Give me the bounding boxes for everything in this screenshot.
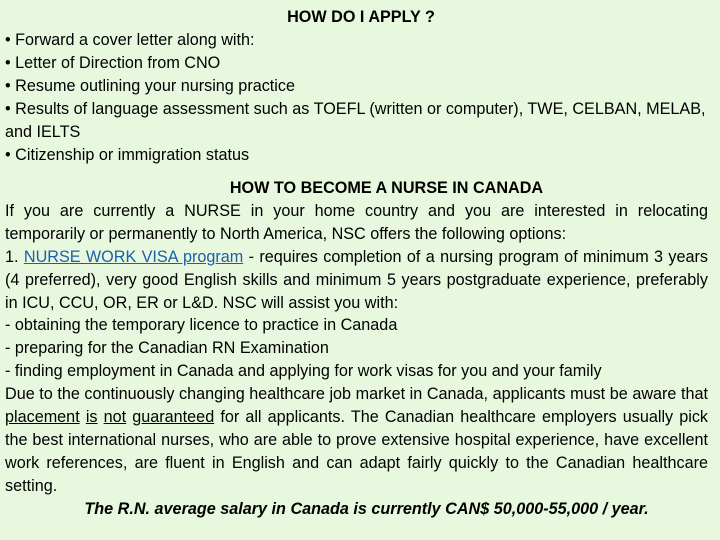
underlined-word: is [85, 408, 98, 427]
bullet-item: • Resume outlining your nursing practice [5, 77, 295, 95]
how-to-apply-section [5, 6, 711, 167]
underlined-word: not [103, 408, 127, 427]
become-nurse-section [5, 177, 708, 521]
bullet-item: • Results of language assessment such as TOEFL (written or computer), TWE, CELBAN, MELAB, and IELTS [5, 100, 706, 141]
underlined-word: guaranteed [132, 408, 215, 427]
bullet-item: • Citizenship or immigration status [5, 146, 250, 164]
assist-item: - finding employment in Canada and applying for work visas for you and your family [5, 362, 602, 381]
underlined-word: placement [5, 408, 80, 427]
intro-paragraph: If you are currently a NURSE in your home country and you are interested in relocating temporarily or permanently to North America, NSC offers the following options: [5, 201, 708, 243]
bullet-item: • Letter of Direction from CNO [5, 54, 221, 72]
become-nurse-title: HOW TO BECOME A NURSE IN CANADA [229, 179, 544, 197]
option-number: 1. [5, 247, 24, 266]
nurse-work-visa-link[interactable]: NURSE WORK VISA program [23, 247, 244, 266]
salary-statement: The R.N. average salary in Canada is currently CAN$ 50,000-55,000 / year. [84, 499, 649, 518]
option-paragraph [5, 246, 708, 315]
closing-paragraph [5, 383, 708, 498]
cover-letter-bullet: • Forward a cover letter along with: [5, 31, 255, 49]
assist-item: - preparing for the Canadian RN Examination [5, 339, 329, 358]
assist-item: - obtaining the temporary licence to practice in Canada [5, 316, 398, 335]
how-to-apply-title: HOW DO I APPLY ? [287, 8, 435, 26]
option-description: - requires completion of a nursing program of minimum 3 years (4 preferred), very good English skills and minimum 5 years postgraduate experience, preferably in ICU, CCU, OR, ER or L&D. NSC will assist you with: [5, 247, 709, 312]
closing-text-end: for all applicants. The Canadian healthcare employers usually pick the best international nurses, who are able to prove extensive hospital experience, have excellent work references, are fluent in English and can adapt fairly quickly to the Canadian healthcare setting. [5, 408, 709, 495]
closing-text-start: Due to the continuously changing healthcare job market in Canada, applicants must be aware that [5, 385, 708, 404]
